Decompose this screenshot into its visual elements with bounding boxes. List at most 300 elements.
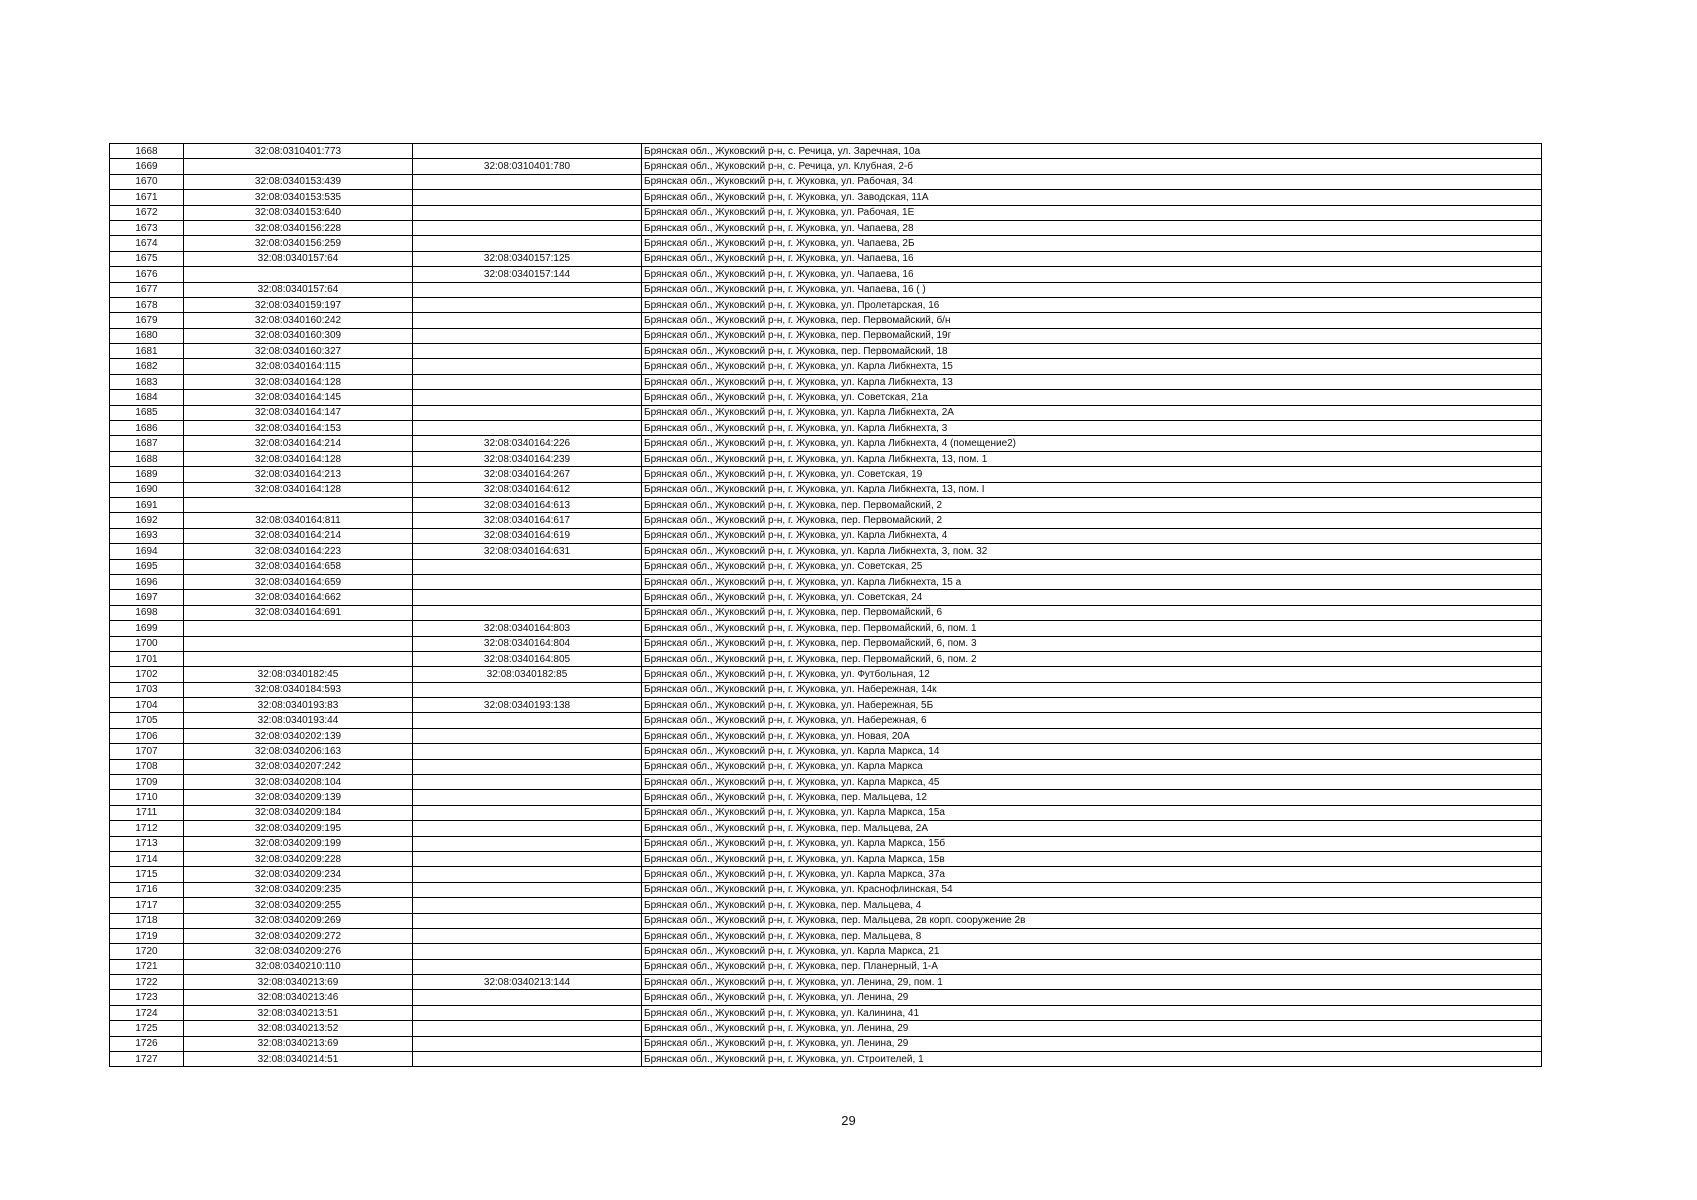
row-number: 1670 <box>110 174 184 189</box>
address: Брянская обл., Жуковский р-н, г. Жуковка, пер. Первомайский, 6, пом. 3 <box>642 636 1542 651</box>
table-row <box>110 144 1542 159</box>
object-cadastral-number <box>413 421 642 436</box>
table-row <box>110 651 1542 666</box>
row-number: 1701 <box>110 651 184 666</box>
cadastral-number: 32:08:0340184:593 <box>184 682 413 697</box>
object-cadastral-number: 32:08:0340164:267 <box>413 467 642 482</box>
cadastral-number: 32:08:0340164:145 <box>184 390 413 405</box>
object-cadastral-number: 32:08:0340164:805 <box>413 651 642 666</box>
address: Брянская обл., Жуковский р-н, г. Жуковка, ул. Карла Маркса, 15в <box>642 851 1542 866</box>
table-row <box>110 667 1542 682</box>
cadastral-number: 32:08:0340164:115 <box>184 359 413 374</box>
table-row <box>110 574 1542 589</box>
address: Брянская обл., Жуковский р-н, г. Жуковка, ул. Чапаева, 16 ( ) <box>642 282 1542 297</box>
object-cadastral-number <box>413 374 642 389</box>
object-cadastral-number <box>413 297 642 312</box>
address: Брянская обл., Жуковский р-н, г. Жуковка, ул. Заводская, 11А <box>642 190 1542 205</box>
table-row <box>110 297 1542 312</box>
object-cadastral-number <box>413 759 642 774</box>
row-number: 1698 <box>110 605 184 620</box>
table-row <box>110 220 1542 235</box>
object-cadastral-number: 32:08:0340164:631 <box>413 544 642 559</box>
object-cadastral-number <box>413 344 642 359</box>
object-cadastral-number <box>413 728 642 743</box>
row-number: 1712 <box>110 821 184 836</box>
cadastral-number: 32:08:0340209:235 <box>184 882 413 897</box>
address: Брянская обл., Жуковский р-н, г. Жуковка, ул. Советская, 24 <box>642 590 1542 605</box>
address: Брянская обл., Жуковский р-н, г. Жуковка, пер. Планерный, 1-А <box>642 959 1542 974</box>
object-cadastral-number <box>413 359 642 374</box>
cadastral-number: 32:08:0340209:276 <box>184 944 413 959</box>
cadastral-number: 32:08:0340164:153 <box>184 421 413 436</box>
cadastral-number: 32:08:0340157:64 <box>184 251 413 266</box>
row-number: 1716 <box>110 882 184 897</box>
cadastral-number <box>184 636 413 651</box>
object-cadastral-number <box>413 913 642 928</box>
address: Брянская обл., Жуковский р-н, г. Жуковка, ул. Рабочая, 1Е <box>642 205 1542 220</box>
row-number: 1724 <box>110 1005 184 1020</box>
table-row <box>110 590 1542 605</box>
address: Брянская обл., Жуковский р-н, г. Жуковка, пер. Первомайский, 6 <box>642 605 1542 620</box>
address: Брянская обл., Жуковский р-н, г. Жуковка, ул. Советская, 21а <box>642 390 1542 405</box>
table-row <box>110 451 1542 466</box>
row-number: 1685 <box>110 405 184 420</box>
cadastral-number <box>184 159 413 174</box>
address: Брянская обл., Жуковский р-н, г. Жуковка, ул. Карла Либкнехта, 13, пом. I <box>642 482 1542 497</box>
table-row <box>110 251 1542 266</box>
cadastral-number: 32:08:0340164:147 <box>184 405 413 420</box>
object-cadastral-number <box>413 328 642 343</box>
address: Брянская обл., Жуковский р-н, г. Жуковка, ул. Краснофлинская, 54 <box>642 882 1542 897</box>
row-number: 1673 <box>110 220 184 235</box>
row-number: 1723 <box>110 990 184 1005</box>
table-row <box>110 621 1542 636</box>
object-cadastral-number: 32:08:0340157:144 <box>413 267 642 282</box>
address: Брянская обл., Жуковский р-н, г. Жуковка, ул. Карла Либкнехта, 3, пом. 32 <box>642 544 1542 559</box>
object-cadastral-number <box>413 990 642 1005</box>
cadastral-number: 32:08:0340164:223 <box>184 544 413 559</box>
object-cadastral-number <box>413 928 642 943</box>
table-row <box>110 421 1542 436</box>
cadastral-number: 32:08:0340209:139 <box>184 790 413 805</box>
object-cadastral-number <box>413 220 642 235</box>
cadastral-number: 32:08:0340164:128 <box>184 374 413 389</box>
address: Брянская обл., Жуковский р-н, г. Жуковка, ул. Набережная, 6 <box>642 713 1542 728</box>
object-cadastral-number: 32:08:0340164:612 <box>413 482 642 497</box>
table-row <box>110 836 1542 851</box>
row-number: 1688 <box>110 451 184 466</box>
address: Брянская обл., Жуковский р-н, г. Жуковка, ул. Чапаева, 16 <box>642 251 1542 266</box>
address: Брянская обл., Жуковский р-н, г. Жуковка, ул. Карла Либкнехта, 3 <box>642 421 1542 436</box>
table-row <box>110 344 1542 359</box>
address: Брянская обл., Жуковский р-н, г. Жуковка, пер. Мальцева, 4 <box>642 898 1542 913</box>
row-number: 1722 <box>110 975 184 990</box>
table-row <box>110 436 1542 451</box>
cadastral-number: 32:08:0340209:184 <box>184 805 413 820</box>
row-number: 1675 <box>110 251 184 266</box>
row-number: 1726 <box>110 1036 184 1051</box>
table-row <box>110 713 1542 728</box>
object-cadastral-number: 32:08:0310401:780 <box>413 159 642 174</box>
table-row <box>110 190 1542 205</box>
cadastral-number: 32:08:0340164:662 <box>184 590 413 605</box>
address: Брянская обл., Жуковский р-н, г. Жуковка, ул. Карла Маркса, 21 <box>642 944 1542 959</box>
address: Брянская обл., Жуковский р-н, г. Жуковка, ул. Футбольная, 12 <box>642 667 1542 682</box>
row-number: 1668 <box>110 144 184 159</box>
row-number: 1720 <box>110 944 184 959</box>
row-number: 1690 <box>110 482 184 497</box>
address: Брянская обл., Жуковский р-н, г. Жуковка, ул. Карла Либкнехта, 15 а <box>642 574 1542 589</box>
address: Брянская обл., Жуковский р-н, г. Жуковка, пер. Первомайский, 2 <box>642 513 1542 528</box>
cadastral-number: 32:08:0340202:139 <box>184 728 413 743</box>
cadastral-number <box>184 651 413 666</box>
row-number: 1692 <box>110 513 184 528</box>
object-cadastral-number <box>413 605 642 620</box>
address: Брянская обл., Жуковский р-н, г. Жуковка, ул. Карла Либкнехта, 15 <box>642 359 1542 374</box>
table-row <box>110 867 1542 882</box>
cadastral-number: 32:08:0340164:128 <box>184 482 413 497</box>
cadastral-number: 32:08:0340164:128 <box>184 451 413 466</box>
object-cadastral-number <box>413 682 642 697</box>
object-cadastral-number: 32:08:0340213:144 <box>413 975 642 990</box>
address: Брянская обл., Жуковский р-н, г. Жуковка, ул. Набережная, 14к <box>642 682 1542 697</box>
table-row <box>110 405 1542 420</box>
object-cadastral-number <box>413 713 642 728</box>
object-cadastral-number <box>413 821 642 836</box>
table-row <box>110 328 1542 343</box>
table-row <box>110 559 1542 574</box>
address: Брянская обл., Жуковский р-н, г. Жуковка, ул. Карла Маркса, 15а <box>642 805 1542 820</box>
cadastral-number: 32:08:0340209:272 <box>184 928 413 943</box>
row-number: 1727 <box>110 1052 184 1067</box>
cadastral-table <box>109 143 1542 1067</box>
table-row <box>110 528 1542 543</box>
address: Брянская обл., Жуковский р-н, г. Жуковка, ул. Карла Маркса <box>642 759 1542 774</box>
row-number: 1672 <box>110 205 184 220</box>
cadastral-number: 32:08:0340164:214 <box>184 436 413 451</box>
table-row <box>110 744 1542 759</box>
table-row <box>110 1052 1542 1067</box>
address: Брянская обл., Жуковский р-н, г. Жуковка, ул. Рабочая, 34 <box>642 174 1542 189</box>
cadastral-number <box>184 497 413 512</box>
address: Брянская обл., Жуковский р-н, г. Жуковка, ул. Карла Либкнехта, 13, пом. 1 <box>642 451 1542 466</box>
cadastral-number: 32:08:0340213:69 <box>184 1036 413 1051</box>
row-number: 1679 <box>110 313 184 328</box>
address: Брянская обл., Жуковский р-н, с. Речица, ул. Клубная, 2-б <box>642 159 1542 174</box>
object-cadastral-number <box>413 882 642 897</box>
object-cadastral-number <box>413 174 642 189</box>
cadastral-number: 32:08:0340208:104 <box>184 775 413 790</box>
address: Брянская обл., Жуковский р-н, г. Жуковка, пер. Первомайский, 19г <box>642 328 1542 343</box>
row-number: 1707 <box>110 744 184 759</box>
object-cadastral-number: 32:08:0340164:803 <box>413 621 642 636</box>
object-cadastral-number <box>413 851 642 866</box>
table-row <box>110 1036 1542 1051</box>
address: Брянская обл., Жуковский р-н, г. Жуковка, пер. Мальцева, 2в корп. сооружение 2в <box>642 913 1542 928</box>
table-row <box>110 851 1542 866</box>
cadastral-number: 32:08:0340182:45 <box>184 667 413 682</box>
object-cadastral-number <box>413 944 642 959</box>
address: Брянская обл., Жуковский р-н, г. Жуковка, ул. Карла Либкнехта, 2А <box>642 405 1542 420</box>
row-number: 1710 <box>110 790 184 805</box>
row-number: 1709 <box>110 775 184 790</box>
row-number: 1706 <box>110 728 184 743</box>
table-row <box>110 698 1542 713</box>
row-number: 1703 <box>110 682 184 697</box>
table-row <box>110 513 1542 528</box>
table-row <box>110 236 1542 251</box>
cadastral-number: 32:08:0340193:44 <box>184 713 413 728</box>
row-number: 1691 <box>110 497 184 512</box>
table-row <box>110 282 1542 297</box>
cadastral-number: 32:08:0340156:259 <box>184 236 413 251</box>
table-row <box>110 775 1542 790</box>
object-cadastral-number <box>413 744 642 759</box>
object-cadastral-number <box>413 190 642 205</box>
cadastral-number: 32:08:0340206:163 <box>184 744 413 759</box>
object-cadastral-number <box>413 898 642 913</box>
address: Брянская обл., Жуковский р-н, г. Жуковка, пер. Первомайский, 2 <box>642 497 1542 512</box>
address: Брянская обл., Жуковский р-н, г. Жуковка, пер. Первомайский, 6, пом. 1 <box>642 621 1542 636</box>
row-number: 1702 <box>110 667 184 682</box>
cadastral-number: 32:08:0340153:640 <box>184 205 413 220</box>
object-cadastral-number <box>413 390 642 405</box>
row-number: 1721 <box>110 959 184 974</box>
row-number: 1671 <box>110 190 184 205</box>
object-cadastral-number: 32:08:0340164:804 <box>413 636 642 651</box>
object-cadastral-number <box>413 959 642 974</box>
cadastral-number: 32:08:0340153:535 <box>184 190 413 205</box>
row-number: 1684 <box>110 390 184 405</box>
table-row <box>110 759 1542 774</box>
cadastral-number: 32:08:0340209:228 <box>184 851 413 866</box>
table-row <box>110 1005 1542 1020</box>
row-number: 1687 <box>110 436 184 451</box>
object-cadastral-number <box>413 313 642 328</box>
object-cadastral-number <box>413 405 642 420</box>
table-row <box>110 467 1542 482</box>
page-number: 29 <box>841 1113 856 1128</box>
address: Брянская обл., Жуковский р-н, г. Жуковка, ул. Ленина, 29 <box>642 1021 1542 1036</box>
row-number: 1699 <box>110 621 184 636</box>
object-cadastral-number <box>413 1052 642 1067</box>
table-row <box>110 205 1542 220</box>
row-number: 1715 <box>110 867 184 882</box>
table-row <box>110 359 1542 374</box>
row-number: 1708 <box>110 759 184 774</box>
object-cadastral-number: 32:08:0340164:613 <box>413 497 642 512</box>
row-number: 1700 <box>110 636 184 651</box>
table-row <box>110 482 1542 497</box>
row-number: 1693 <box>110 528 184 543</box>
row-number: 1681 <box>110 344 184 359</box>
object-cadastral-number: 32:08:0340164:619 <box>413 528 642 543</box>
object-cadastral-number <box>413 590 642 605</box>
cadastral-number: 32:08:0340213:52 <box>184 1021 413 1036</box>
address: Брянская обл., Жуковский р-н, г. Жуковка, ул. Набережная, 5Б <box>642 698 1542 713</box>
address: Брянская обл., Жуковский р-н, г. Жуковка, пер. Мальцева, 12 <box>642 790 1542 805</box>
cadastral-number: 32:08:0340164:214 <box>184 528 413 543</box>
object-cadastral-number <box>413 282 642 297</box>
cadastral-number: 32:08:0340213:69 <box>184 975 413 990</box>
address: Брянская обл., Жуковский р-н, г. Жуковка, пер. Первомайский, 18 <box>642 344 1542 359</box>
table-row <box>110 544 1542 559</box>
row-number: 1718 <box>110 913 184 928</box>
table-row <box>110 928 1542 943</box>
address: Брянская обл., Жуковский р-н, г. Жуковка, ул. Калинина, 41 <box>642 1005 1542 1020</box>
cadastral-number: 32:08:0340160:242 <box>184 313 413 328</box>
object-cadastral-number: 32:08:0340193:138 <box>413 698 642 713</box>
row-number: 1696 <box>110 574 184 589</box>
cadastral-number: 32:08:0340209:234 <box>184 867 413 882</box>
address: Брянская обл., Жуковский р-н, г. Жуковка, пер. Мальцева, 2А <box>642 821 1542 836</box>
address: Брянская обл., Жуковский р-н, г. Жуковка, пер. Первомайский, б/н <box>642 313 1542 328</box>
object-cadastral-number <box>413 205 642 220</box>
document-page <box>109 143 1541 1067</box>
address: Брянская обл., Жуковский р-н, г. Жуковка, ул. Пролетарская, 16 <box>642 297 1542 312</box>
address: Брянская обл., Жуковский р-н, г. Жуковка, ул. Чапаева, 28 <box>642 220 1542 235</box>
table-row <box>110 374 1542 389</box>
table-row <box>110 390 1542 405</box>
cadastral-number: 32:08:0340164:659 <box>184 574 413 589</box>
address: Брянская обл., Жуковский р-н, г. Жуковка, пер. Первомайский, 6, пом. 2 <box>642 651 1542 666</box>
cadastral-number: 32:08:0340209:199 <box>184 836 413 851</box>
cadastral-number: 32:08:0340164:658 <box>184 559 413 574</box>
cadastral-number: 32:08:0310401:773 <box>184 144 413 159</box>
cadastral-number: 32:08:0340213:51 <box>184 1005 413 1020</box>
cadastral-number: 32:08:0340160:327 <box>184 344 413 359</box>
object-cadastral-number <box>413 574 642 589</box>
address: Брянская обл., Жуковский р-н, г. Жуковка, ул. Новая, 20А <box>642 728 1542 743</box>
cadastral-number: 32:08:0340209:269 <box>184 913 413 928</box>
address: Брянская обл., Жуковский р-н, г. Жуковка, ул. Советская, 19 <box>642 467 1542 482</box>
address: Брянская обл., Жуковский р-н, г. Жуковка, ул. Чапаева, 2Б <box>642 236 1542 251</box>
object-cadastral-number: 32:08:0340164:617 <box>413 513 642 528</box>
object-cadastral-number <box>413 144 642 159</box>
cadastral-number: 32:08:0340160:309 <box>184 328 413 343</box>
table-row <box>110 975 1542 990</box>
table-row <box>110 959 1542 974</box>
object-cadastral-number: 32:08:0340157:125 <box>413 251 642 266</box>
address: Брянская обл., Жуковский р-н, г. Жуковка, ул. Чапаева, 16 <box>642 267 1542 282</box>
object-cadastral-number: 32:08:0340164:226 <box>413 436 642 451</box>
cadastral-number <box>184 621 413 636</box>
address: Брянская обл., Жуковский р-н, г. Жуковка, ул. Карла Маркса, 15б <box>642 836 1542 851</box>
cadastral-number: 32:08:0340214:51 <box>184 1052 413 1067</box>
row-number: 1694 <box>110 544 184 559</box>
address: Брянская обл., Жуковский р-н, г. Жуковка, пер. Мальцева, 8 <box>642 928 1542 943</box>
row-number: 1686 <box>110 421 184 436</box>
table-row <box>110 1021 1542 1036</box>
address: Брянская обл., Жуковский р-н, г. Жуковка, ул. Карла Либкнехта, 4 (помещение2) <box>642 436 1542 451</box>
cadastral-number: 32:08:0340156:228 <box>184 220 413 235</box>
object-cadastral-number <box>413 1036 642 1051</box>
cadastral-number: 32:08:0340153:439 <box>184 174 413 189</box>
table-row <box>110 497 1542 512</box>
object-cadastral-number <box>413 867 642 882</box>
row-number: 1695 <box>110 559 184 574</box>
object-cadastral-number <box>413 1005 642 1020</box>
cadastral-number: 32:08:0340209:195 <box>184 821 413 836</box>
table-row <box>110 898 1542 913</box>
row-number: 1677 <box>110 282 184 297</box>
address: Брянская обл., Жуковский р-н, г. Жуковка, ул. Ленина, 29, пом. 1 <box>642 975 1542 990</box>
row-number: 1714 <box>110 851 184 866</box>
row-number: 1725 <box>110 1021 184 1036</box>
table-row <box>110 990 1542 1005</box>
row-number: 1682 <box>110 359 184 374</box>
object-cadastral-number <box>413 775 642 790</box>
table-row <box>110 805 1542 820</box>
table-row <box>110 790 1542 805</box>
cadastral-number <box>184 267 413 282</box>
table-row <box>110 944 1542 959</box>
row-number: 1705 <box>110 713 184 728</box>
address: Брянская обл., Жуковский р-н, с. Речица, ул. Заречная, 10а <box>642 144 1542 159</box>
address: Брянская обл., Жуковский р-н, г. Жуковка, ул. Карла Маркса, 45 <box>642 775 1542 790</box>
cadastral-number: 32:08:0340164:811 <box>184 513 413 528</box>
table-row <box>110 313 1542 328</box>
table-row <box>110 174 1542 189</box>
row-number: 1697 <box>110 590 184 605</box>
row-number: 1689 <box>110 467 184 482</box>
row-number: 1669 <box>110 159 184 174</box>
object-cadastral-number <box>413 805 642 820</box>
address: Брянская обл., Жуковский р-н, г. Жуковка, ул. Карла Маркса, 14 <box>642 744 1542 759</box>
cadastral-number: 32:08:0340164:213 <box>184 467 413 482</box>
table-row <box>110 159 1542 174</box>
address: Брянская обл., Жуковский р-н, г. Жуковка, ул. Советская, 25 <box>642 559 1542 574</box>
address: Брянская обл., Жуковский р-н, г. Жуковка, ул. Ленина, 29 <box>642 1036 1542 1051</box>
address: Брянская обл., Жуковский р-н, г. Жуковка, ул. Карла Маркса, 37а <box>642 867 1542 882</box>
row-number: 1680 <box>110 328 184 343</box>
row-number: 1713 <box>110 836 184 851</box>
table-row <box>110 267 1542 282</box>
table-row <box>110 728 1542 743</box>
table-row <box>110 636 1542 651</box>
cadastral-number: 32:08:0340159:197 <box>184 297 413 312</box>
table-row <box>110 882 1542 897</box>
row-number: 1711 <box>110 805 184 820</box>
object-cadastral-number <box>413 1021 642 1036</box>
object-cadastral-number: 32:08:0340164:239 <box>413 451 642 466</box>
cadastral-number: 32:08:0340193:83 <box>184 698 413 713</box>
address: Брянская обл., Жуковский р-н, г. Жуковка, ул. Строителей, 1 <box>642 1052 1542 1067</box>
cadastral-number: 32:08:0340213:46 <box>184 990 413 1005</box>
cadastral-number: 32:08:0340157:64 <box>184 282 413 297</box>
table-row <box>110 821 1542 836</box>
cadastral-number: 32:08:0340207:242 <box>184 759 413 774</box>
address: Брянская обл., Жуковский р-н, г. Жуковка, ул. Ленина, 29 <box>642 990 1542 1005</box>
object-cadastral-number <box>413 790 642 805</box>
row-number: 1719 <box>110 928 184 943</box>
object-cadastral-number: 32:08:0340182:85 <box>413 667 642 682</box>
row-number: 1717 <box>110 898 184 913</box>
row-number: 1674 <box>110 236 184 251</box>
table-row <box>110 913 1542 928</box>
cadastral-number: 32:08:0340210:110 <box>184 959 413 974</box>
row-number: 1683 <box>110 374 184 389</box>
address: Брянская обл., Жуковский р-н, г. Жуковка, ул. Карла Либкнехта, 4 <box>642 528 1542 543</box>
object-cadastral-number <box>413 559 642 574</box>
object-cadastral-number <box>413 236 642 251</box>
address: Брянская обл., Жуковский р-н, г. Жуковка, ул. Карла Либкнехта, 13 <box>642 374 1542 389</box>
row-number: 1678 <box>110 297 184 312</box>
cadastral-number: 32:08:0340209:255 <box>184 898 413 913</box>
row-number: 1704 <box>110 698 184 713</box>
object-cadastral-number <box>413 836 642 851</box>
row-number: 1676 <box>110 267 184 282</box>
